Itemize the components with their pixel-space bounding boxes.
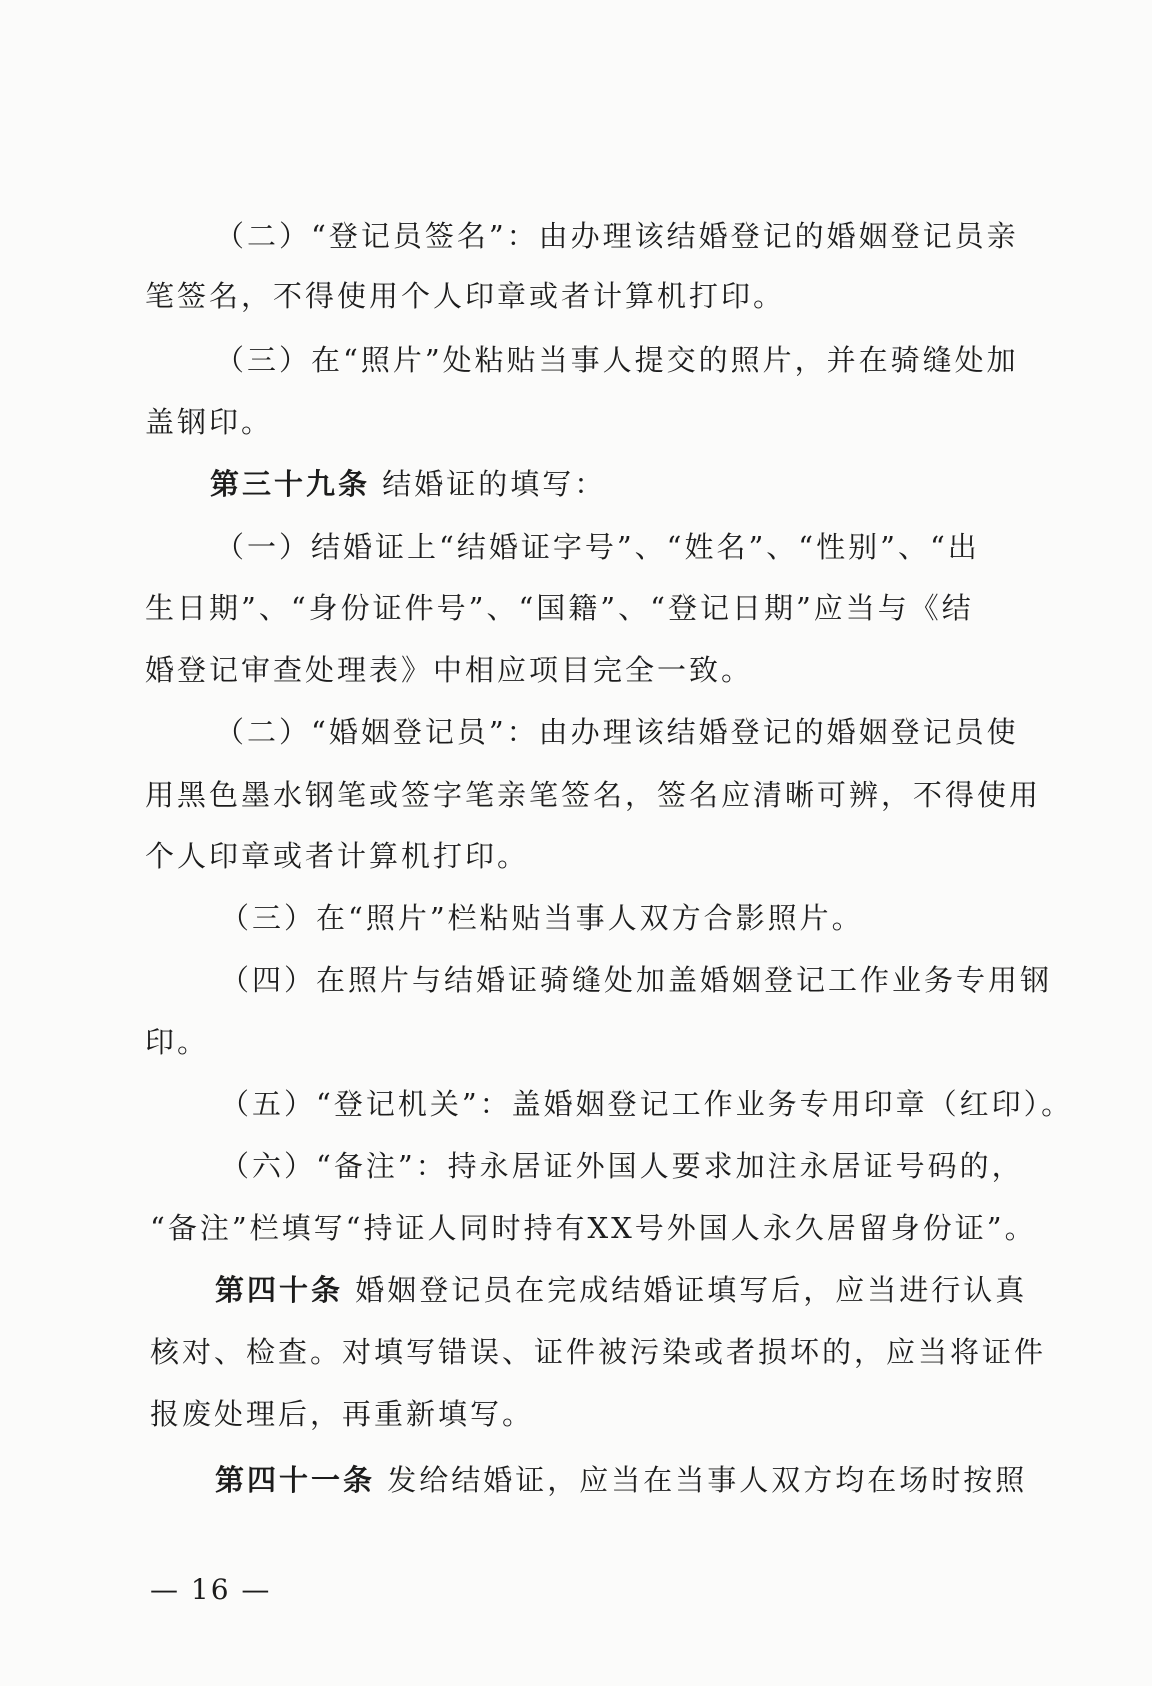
paragraph-line: 用黑色墨水钢笔或签字笔亲笔签名，签名应清晰可辨，不得使用 xyxy=(145,778,1042,812)
paragraph-line: 婚登记审查处理表》中相应项目完全一致。 xyxy=(145,653,754,687)
paragraph-line: （一）结婚证上“结婚证字号”、“姓名”、“性别”、“出 xyxy=(215,530,980,564)
paragraph-line: 个人印章或者计算机打印。 xyxy=(145,839,530,873)
paragraph-line: （三）在“照片”栏粘贴当事人双方合影照片。 xyxy=(220,901,864,935)
page-number: — 16 — xyxy=(150,1573,272,1606)
paragraph-line: “备注”栏填写“持证人同时持有XX号外国人永久居留身份证”。 xyxy=(150,1211,1037,1245)
article-label: 第四十条 xyxy=(215,1273,344,1307)
paragraph-line: （二）“登记员签名”：由办理该结婚登记的婚姻登记员亲 xyxy=(215,219,1019,253)
article-39-heading xyxy=(210,464,606,504)
paragraph-line: （二）“婚姻登记员”：由办理该结婚登记的婚姻登记员使 xyxy=(215,715,1019,749)
paragraph-line: （三）在“照片”处粘贴当事人提交的照片，并在骑缝处加 xyxy=(215,343,1019,377)
paragraph-line: 生日期”、“身份证件号”、“国籍”、“登记日期”应当与《结 xyxy=(145,591,974,625)
article-text: 结婚证的填写： xyxy=(382,467,607,501)
paragraph-line: （五）“登记机关”：盖婚姻登记工作业务专用印章（红印）。 xyxy=(220,1087,1074,1121)
paragraph-line: 笔签名，不得使用个人印章或者计算机打印。 xyxy=(145,279,786,313)
paragraph-line: 印。 xyxy=(145,1025,210,1059)
article-41-line xyxy=(215,1460,1027,1500)
article-text: 发给结婚证，应当在当事人双方均在场时按照 xyxy=(387,1463,1028,1497)
article-label: 第四十一条 xyxy=(215,1463,376,1497)
paragraph-line: 核对、检查。对填写错误、证件被污染或者损坏的，应当将证件 xyxy=(150,1335,1047,1369)
article-text: 婚姻登记员在完成结婚证填写后，应当进行认真 xyxy=(355,1273,1028,1307)
paragraph-line: （四）在照片与结婚证骑缝处加盖婚姻登记工作业务专用钢 xyxy=(220,963,1053,997)
article-40-line xyxy=(215,1270,1027,1310)
paragraph-line: 报废处理后，再重新填写。 xyxy=(150,1397,535,1431)
article-label: 第三十九条 xyxy=(210,467,371,501)
paragraph-line: 盖钢印。 xyxy=(145,405,274,439)
paragraph-line: （六）“备注”：持永居证外国人要求加注永居证号码的， xyxy=(220,1149,1024,1183)
